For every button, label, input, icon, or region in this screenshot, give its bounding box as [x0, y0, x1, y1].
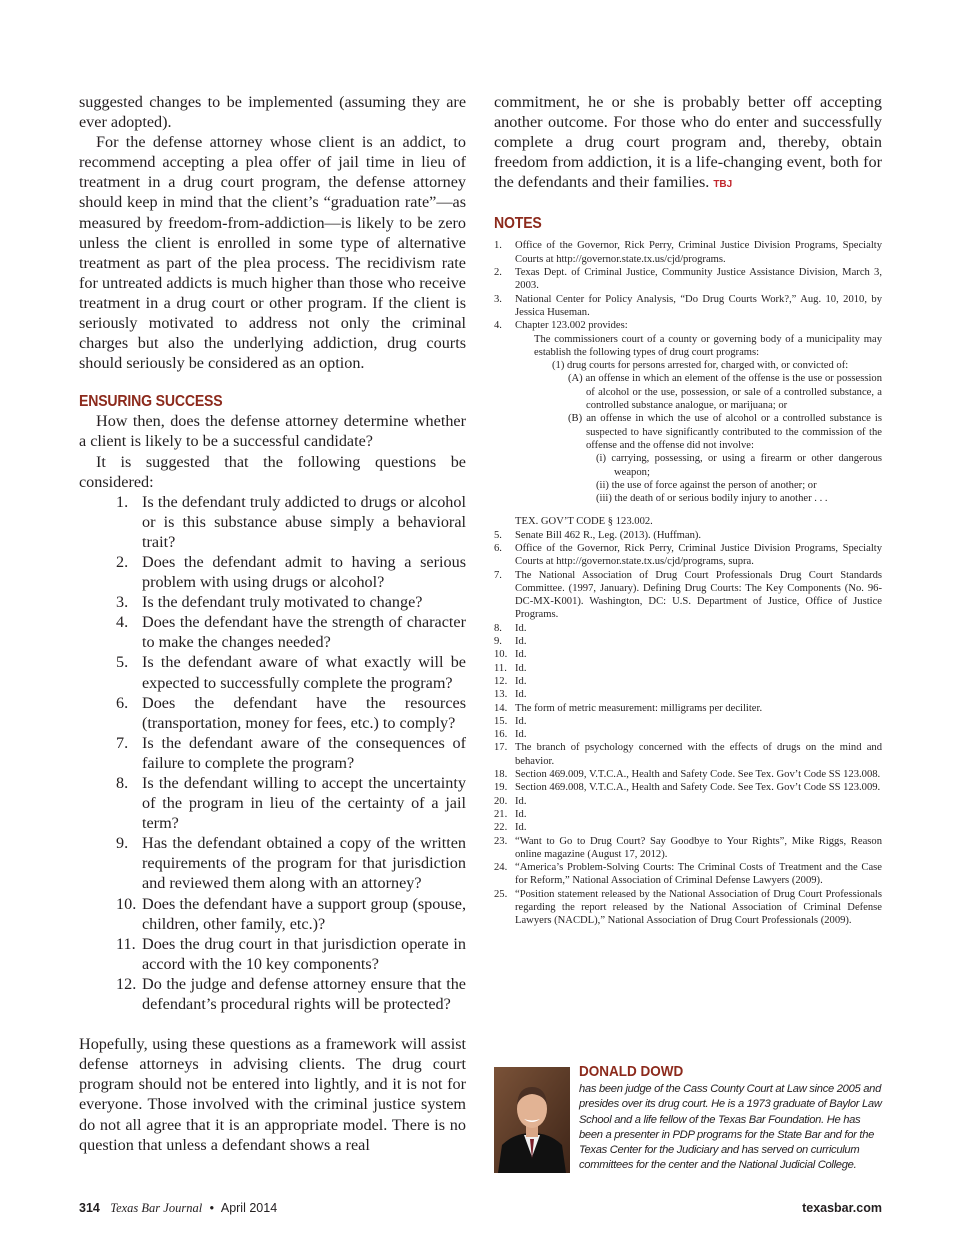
note-item [494, 795, 882, 808]
note-item [494, 688, 882, 701]
item-number: 3. [116, 593, 129, 612]
note-number: 5. [494, 529, 502, 541]
note-item [494, 675, 882, 688]
note-number: 10. [494, 649, 508, 661]
list-item [116, 733, 466, 773]
note-item [494, 728, 882, 741]
list-item [116, 652, 466, 692]
notes-list [494, 239, 882, 332]
note-number: 19. [494, 782, 508, 794]
note-number: 22. [494, 822, 508, 834]
note-text: Texas Dept. of Criminal Justice, Community Justice Assistance Division, March 3, 2003. [515, 267, 882, 292]
body-paragraph: suggested changes to be implemented (assuming they are ever adopted). [79, 93, 466, 132]
body-paragraph: It is suggested that the following questions be considered: [79, 452, 466, 491]
note-text: Senate Bill 462 R., Leg. (2013). (Huffman). [515, 529, 702, 541]
issue-date: April 2014 [220, 1201, 278, 1215]
note-text: Section 469.008, V.T.C.A., Health and Safety Code. See Tex. Gov’t Code SS 123.009. [515, 782, 881, 794]
note-text: National Center for Policy Analysis, “Do Drug Courts Work?,” Aug. 10, 2010, by Jessica Huseman. [515, 293, 882, 318]
list-item [116, 773, 466, 833]
item-text: Is the defendant aware of the consequences of failure to complete the program? [142, 733, 466, 772]
item-text: Does the defendant admit to having a serious problem with using drugs or alcohol? [142, 552, 466, 592]
note-item [494, 648, 882, 661]
note-number: 20. [494, 795, 508, 807]
quote-clause-iii: (iii) the death of or serious bodily injury to another . . . [596, 493, 828, 505]
note-item [494, 319, 882, 332]
item-number: 1. [116, 492, 129, 511]
list-item [116, 974, 466, 1014]
note-item [494, 569, 882, 622]
note-item [494, 293, 882, 320]
item-text: Does the defendant have the resources (transportation, money for fees, etc.) to comply? [142, 693, 466, 732]
body-paragraph: Hopefully, using these questions as a framework will assist defense attorneys in advising clients. The drug court program should not be entered into lightly, and it is not for everyone. Those involved with the criminal justice system do not all agree that it is an appropriate model. There is no question that unless a defendant shows a real [79, 1035, 466, 1154]
note-text: “America’s Problem-Solving Courts: The Criminal Costs of Treatment and the Case for Reform,” National Association of Criminal Defense Lawyers (2009). [515, 862, 882, 887]
note-item [494, 768, 882, 781]
note-text: “Want to Go to Drug Court? Say Goodbye to Your Rights”, Mike Riggs, Reason online magazine (August 17, 2012). [515, 835, 882, 860]
footer-bullet: • [209, 1201, 215, 1215]
item-text: Is the defendant truly addicted to drugs or alcohol or is this substance abuse simply a behavioral trait? [142, 492, 466, 551]
item-text: Is the defendant truly motivated to change? [142, 593, 423, 612]
note-text: Office of the Governor, Rick Perry, Criminal Justice Division Programs, Specialty Courts at http://governor.state.tx.us/cjd/programs, supra. [515, 543, 882, 568]
item-number: 2. [116, 552, 129, 571]
note-number: 15. [494, 715, 508, 727]
note-item [494, 741, 882, 768]
note-text: Chapter 123.002 provides: [515, 320, 628, 332]
quote-clause-i: (i) carrying, possessing, or using a firearm or other dangerous weapon; [596, 453, 882, 478]
note-item [494, 702, 882, 715]
note-item [494, 662, 882, 675]
section-heading: ENSURING SUCCESS [79, 393, 223, 411]
note-text: Id. [515, 662, 527, 674]
note-number: 7. [494, 569, 502, 581]
note-number: 9. [494, 636, 502, 648]
note-number: 23. [494, 835, 508, 847]
note-number: 21. [494, 808, 508, 820]
notes-list [494, 529, 882, 928]
note-text: Id. [515, 715, 527, 727]
note-text: Id. [515, 675, 527, 687]
note-number: 25. [494, 888, 508, 900]
item-number: 5. [116, 653, 129, 672]
note-item [494, 542, 882, 569]
note-text: Id. [515, 822, 527, 834]
item-number: 12. [116, 974, 137, 993]
note-text: Office of the Governor, Rick Perry, Criminal Justice Division Programs, Specialty Courts at http://governor.state.tx.us/cjd/programs. [515, 240, 882, 265]
questions-list [79, 492, 466, 1014]
note-item [494, 239, 882, 266]
list-item [116, 894, 466, 934]
note-text: Id. [515, 649, 527, 661]
note-item [494, 635, 882, 648]
closing-text: commitment, he or she is probably better off accepting another outcome. For those who do enter and successfully complete a drug court program and, thereby, obtain freedom from addiction, it is a life-changing event, both for the defendants and their families. [494, 93, 882, 192]
item-number: 10. [116, 894, 137, 913]
note-number: 12. [494, 675, 508, 687]
list-item [116, 833, 466, 893]
quote-clause-a: (A) an offense in which an element of the offense is the use or possession of alcohol or the use, possession, or sale of a controlled substance, a controlled substance analogue, or marijuana; or [568, 373, 882, 412]
note-text: Id. [515, 795, 527, 807]
statute-quote [534, 333, 882, 506]
page-footer-left [79, 1201, 277, 1216]
item-number: 7. [116, 733, 129, 752]
author-bio [579, 1063, 882, 1174]
note-text: The branch of psychology concerned with the effects of drugs on the mind and behavior. [515, 742, 882, 767]
statute-citation: TEX. GOV’T CODE § 123.002. [515, 516, 653, 528]
right-column [494, 92, 882, 928]
left-column [79, 92, 466, 1155]
list-item [116, 492, 466, 552]
page-number: 314 [79, 1201, 100, 1215]
item-text: Does the defendant have the strength of character to make the changes needed? [142, 613, 466, 652]
tbj-end-mark: TBJ [713, 179, 733, 191]
note-item [494, 715, 882, 728]
note-number: 1. [494, 240, 502, 252]
note-item [494, 622, 882, 635]
body-paragraph: For the defense attorney whose client is an addict, to recommend accepting a plea offer of jail time in lieu of treatment in a drug court program, the defense attorney should keep in mind that the client’s “graduation rate”—as measured by freedom-from-addiction—is likely to be zero unless the client is enrolled in some type of alternative treatment as part of the plea process. The recidivism rate for untreated addicts is much higher than those who receive treatment in a drug court or other program. If the client is seriously motivated to address not only the criminal charges but also the underlying addiction, drug courts should seriously be considered as an option. [79, 133, 466, 373]
note-text: “Position statement released by the National Association of Drug Court Professionals regarding the report released by the National Association of Criminal Defense Lawyers (NACDL),” National Association of Drug Court Professionals (2009). [515, 888, 882, 927]
item-text: Is the defendant willing to accept the uncertainty of the program in lieu of the certainty of a jail term? [142, 774, 466, 833]
note-text: The form of metric measurement: milligrams per deciliter. [515, 702, 763, 714]
quote-clause-1: (1) drug courts for persons arrested for, charged with, or convicted of: [552, 360, 849, 372]
note-item [494, 781, 882, 794]
note-item [494, 529, 882, 542]
body-paragraph: How then, does the defense attorney determine whether a client is likely to be a successful candidate? [79, 412, 466, 451]
note-number: 16. [494, 729, 508, 741]
list-item [116, 592, 466, 612]
note-item [494, 266, 882, 293]
note-item [494, 888, 882, 928]
note-text: Id. [515, 808, 527, 820]
note-number: 14. [494, 702, 508, 714]
item-number: 6. [116, 693, 129, 712]
note-number: 11. [494, 662, 507, 674]
list-item [116, 552, 466, 592]
quote-clause-b: (B) an offense in which the use of alcohol or a controlled substance is suspected to have significantly contributed to the commission of the offense and the offense did not involve: [568, 413, 882, 451]
note-number: 17. [494, 742, 508, 754]
note-number: 13. [494, 689, 508, 701]
note-item [494, 808, 882, 821]
note-text: Id. [515, 729, 527, 741]
author-photo [494, 1067, 570, 1173]
note-number: 6. [494, 543, 502, 554]
notes-heading: NOTES [494, 215, 542, 233]
note-item [494, 861, 882, 888]
author-portrait-icon [494, 1067, 570, 1173]
list-item [116, 693, 466, 733]
note-item [494, 835, 882, 862]
author-name: DONALD DOWD [579, 1063, 684, 1080]
note-number: 8. [494, 622, 502, 634]
note-number: 3. [494, 293, 502, 305]
item-text: Do the judge and defense attorney ensure that the defendant’s procedural rights will be protected? [142, 974, 466, 1014]
item-number: 11. [116, 934, 136, 953]
note-number: 2. [494, 267, 502, 279]
list-item [116, 612, 466, 652]
item-number: 8. [116, 774, 129, 792]
item-text: Does the defendant have a support group (spouse, children, other family, etc.)? [142, 894, 466, 933]
body-paragraph [494, 92, 882, 195]
list-item [116, 934, 466, 974]
item-number: 9. [116, 834, 129, 853]
item-text: Is the defendant aware of what exactly will be expected to successfully complete the program? [142, 653, 466, 692]
note-text: Section 469.009, V.T.C.A., Health and Safety Code. See Tex. Gov’t Code SS 123.008. [515, 769, 881, 781]
note-text: Id. [515, 689, 527, 701]
quote-intro: The commissioners court of a county or governing body of a municipality may establish the following types of drug court programs: [534, 333, 882, 358]
item-text: Does the drug court in that jurisdiction operate in accord with the 10 key components? [142, 934, 466, 973]
note-item [494, 821, 882, 834]
author-description: has been judge of the Cass County Court at Law since 2005 and presides over its drug court. He is a 1973 graduate of Baylor Law School and a life fellow of the Texas Bar Foundation. He has been a presenter in PDP programs for the State Bar and for the Texas Center for the Judiciary and has served on curriculum committees for the center and the National Judicial College. [579, 1083, 882, 1172]
note-number: 24. [494, 862, 508, 874]
note-number: 18. [494, 769, 508, 781]
journal-name: Texas Bar Journal [110, 1201, 203, 1215]
note-text: Id. [515, 622, 527, 634]
item-number: 4. [116, 613, 129, 632]
site-link[interactable]: texasbar.com [802, 1201, 882, 1215]
note-number: 4. [494, 320, 502, 332]
note-text: Id. [515, 636, 527, 648]
item-text: Has the defendant obtained a copy of the written requirements of the program for that jurisdiction and reviewed them along with an attorney? [142, 834, 466, 893]
note-text: The National Association of Drug Court Professionals Drug Court Standards Committee. (1997, January). Defining Drug Courts: The Key Components (No. 96-DC-MX-K001). Washington, DC: U.S. Department of Justice, Office of Justice Programs. [515, 569, 882, 621]
quote-clause-ii: (ii) the use of force against the person of another; or [596, 479, 817, 491]
